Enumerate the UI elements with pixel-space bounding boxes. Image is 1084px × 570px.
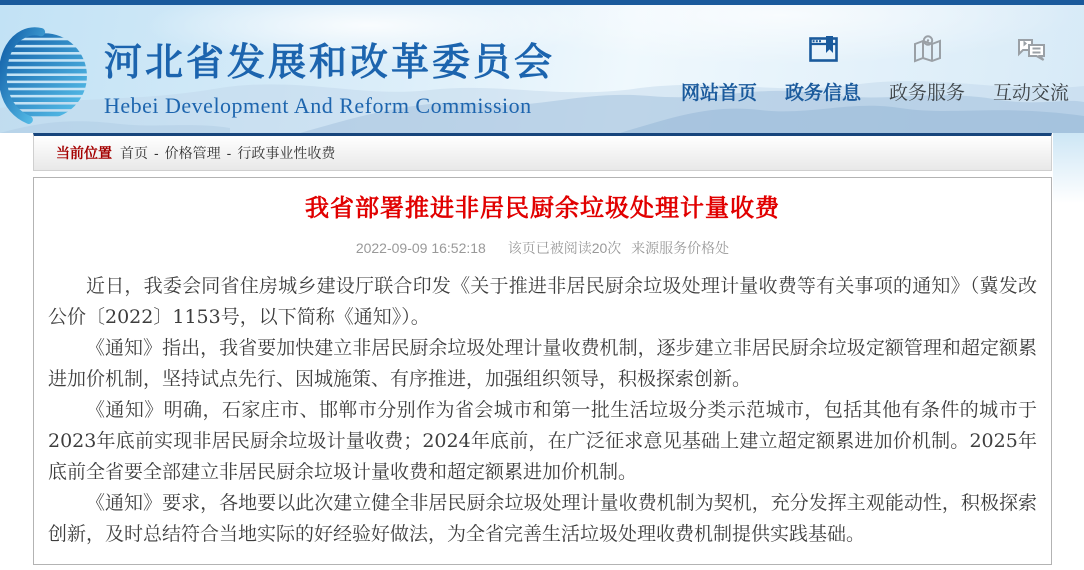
article-paragraph: 《通知》要求，各地要以此次建立健全非居民厨余垃圾处理计量收费机制为契机，充分发挥主观能动性，积极探索创新，及时总结符合当地实际的好经验好做法，为全省完善生活垃圾处理收费机制提供实践基础。 [48, 492, 1037, 545]
article-paragraph: 近日，我委会同省住房城乡建设厅联合印发《关于推进非居民厨余垃圾处理计量收费等有关事项的通知》（冀发改公价〔2022〕1153号，以下简称《通知》）。 [48, 275, 1037, 328]
nav-item-home[interactable] [680, 39, 758, 105]
site-title-chinese: 河北省发展和改革委员会 [104, 42, 556, 84]
article-paragraph: 《通知》指出，我省要加快建立非居民厨余垃圾处理计量收费机制，逐步建立非居民厨余垃圾定额管理和超定额累进加价机制，坚持试点先行、因城施策、有序推进，加强组织领导，积极探索创新。 [48, 337, 1037, 390]
breadcrumb-current-location-label: 当前位置 [56, 145, 112, 161]
article-body [48, 271, 1037, 550]
breadcrumb-link-price-management[interactable]: 价格管理 [164, 145, 221, 161]
window-bookmark-icon [808, 34, 839, 65]
chat-bubbles-icon [1016, 34, 1047, 65]
nav-item-interaction[interactable] [992, 39, 1070, 105]
nav-item-gov-info[interactable] [784, 39, 862, 105]
breadcrumb [33, 133, 1052, 171]
article-source: 来源服务价格处 [631, 240, 730, 256]
article-meta [48, 238, 1037, 258]
article-datetime: 2022-09-09 16:52:18 [355, 240, 486, 256]
nav-home-label: 网站首页 [680, 83, 757, 104]
article-panel [33, 177, 1052, 565]
primary-nav [654, 39, 1070, 105]
breadcrumb-separator: - [226, 145, 232, 161]
article-read-count: 该页已被阅读20次 [507, 240, 622, 256]
nav-interaction-label: 互动交流 [992, 83, 1069, 104]
site-header [0, 5, 1084, 133]
breadcrumb-link-home[interactable]: 首页 [120, 145, 148, 161]
map-pin-icon [912, 34, 943, 65]
nav-gov-info-label: 政务信息 [784, 83, 861, 104]
article-paragraph: 《通知》明确，石家庄市、邯郸市分别作为省会城市和第一批生活垃圾分类示范城市，包括其他有条件的城市于2023年底前实现非居民厨余垃圾计量收费；2024年底前，在广泛征求意见基础上建立超定额累进加价机制。2025年底前全省要全部建立非居民厨余垃圾计量收费和超定额累进加价机制。 [48, 399, 1037, 483]
nav-gov-services-label: 政务服务 [888, 83, 965, 104]
breadcrumb-separator: - [154, 145, 159, 161]
article-title: 我省部署推进非居民厨余垃圾处理计量收费 [305, 195, 780, 222]
header-art-bleed [1053, 133, 1084, 207]
nav-item-gov-services[interactable] [888, 39, 966, 105]
site-logo globe-logo-icon[interactable] [0, 25, 90, 132]
site-title[interactable] [104, 31, 555, 119]
site-title-english: Hebei Development And Reform Commission [104, 93, 532, 118]
breadcrumb-link-admin-fees[interactable]: 行政事业性收费 [237, 145, 336, 161]
